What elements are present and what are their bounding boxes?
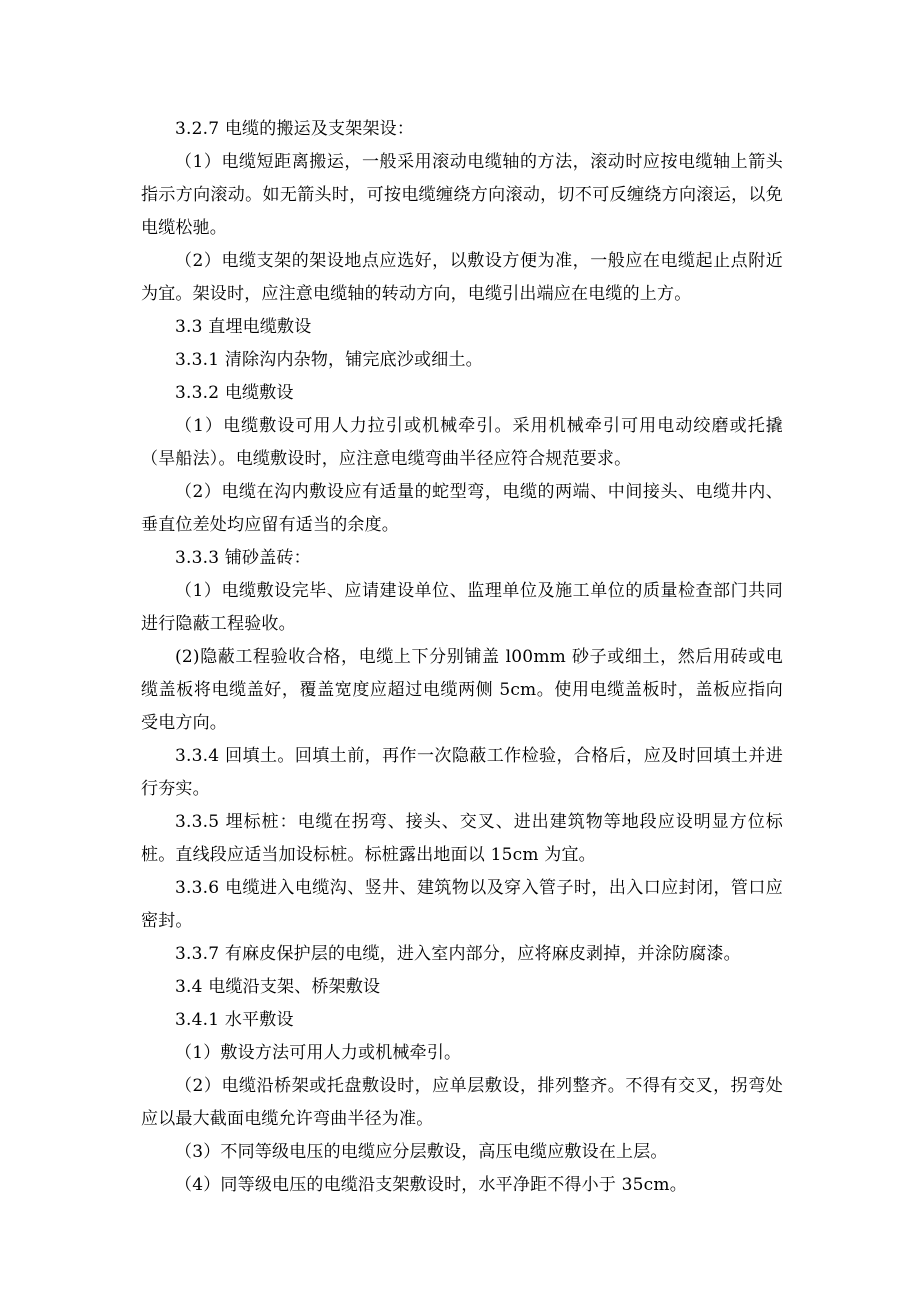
section-heading-3-2-7: 3.2.7 电缆的搬运及支架架设： <box>175 119 415 139</box>
paragraph: （3）不同等级电压的电缆应分层敷设，高压电缆应敷设在上层。 <box>175 1142 668 1162</box>
paragraph: (2)隐蔽工程验收合格，电缆上下分别铺盖 l00mm 砂子或细土，然后用砖或电缆盖板将电缆盖好，覆盖宽度应超过电缆两侧 5cm。使用电缆盖板时，盖板应指向受电方向。 <box>141 647 783 733</box>
section-heading-3-3-3: 3.3.3 铺砂盖砖： <box>175 548 311 568</box>
section-heading-3-4-1: 3.4.1 水平敷设 <box>175 1010 294 1030</box>
paragraph-3-3-5: 3.3.5 埋标桩：电缆在拐弯、接头、交叉、进出建筑物等地段应设明显方位标桩。直线段应适当加设标桩。标桩露出地面以 15cm 为宜。 <box>141 812 783 865</box>
paragraph-3-3-7: 3.3.7 有麻皮保护层的电缆，进入室内部分，应将麻皮剥掉，并涂防腐漆。 <box>175 944 741 964</box>
paragraph: （1）电缆敷设可用人力拉引或机械牵引。采用机械牵引可用电动绞磨或托撬（旱船法）。电缆敷设时，应注意电缆弯曲半径应符合规范要求。 <box>141 416 783 469</box>
paragraph-3-3-4: 3.3.4 回填土。回填土前，再作一次隐蔽工作检验，合格后，应及时回填土并进行夯实。 <box>141 746 783 799</box>
section-heading-3-4: 3.4 电缆沿支架、桥架敷设 <box>175 977 381 997</box>
paragraph-3-3-6: 3.3.6 电缆进入电缆沟、竖井、建筑物以及穿入管子时，出入口应封闭，管口应密封。 <box>141 878 783 931</box>
paragraph: （4）同等级电压的电缆沿支架敷设时，水平净距不得小于 35cm。 <box>175 1175 687 1195</box>
section-heading-3-3-2: 3.3.2 电缆敷设 <box>175 383 294 403</box>
section-heading-3-3-1: 3.3.1 清除沟内杂物，铺完底沙或细土。 <box>175 350 483 370</box>
paragraph: （1）电缆敷设完毕、应请建设单位、监理单位及施工单位的质量检查部门共同进行隐蔽工程验收。 <box>141 581 783 634</box>
section-heading-3-3: 3.3 直埋电缆敷设 <box>175 317 312 337</box>
paragraph: （2）电缆沿桥架或托盘敷设时，应单层敷设，排列整齐。不得有交叉，拐弯处应以最大截面电缆允许弯曲半径为准。 <box>141 1076 783 1129</box>
paragraph: （1）敷设方法可用人力或机械牵引。 <box>175 1043 462 1063</box>
paragraph: （1）电缆短距离搬运，一般采用滚动电缆轴的方法，滚动时应按电缆轴上箭头指示方向滚动。如无箭头时，可按电缆缠绕方向滚动，切不可反缠绕方向滚运，以免电缆松驰。 <box>141 152 783 238</box>
paragraph: （2）电缆在沟内敷设应有适量的蛇型弯，电缆的两端、中间接头、电缆井内、垂直位差处均应留有适当的余度。 <box>141 482 783 535</box>
paragraph: （2）电缆支架的架设地点应选好，以敷设方便为准，一般应在电缆起止点附近为宜。架设时，应注意电缆轴的转动方向，电缆引出端应在电缆的上方。 <box>141 251 783 304</box>
